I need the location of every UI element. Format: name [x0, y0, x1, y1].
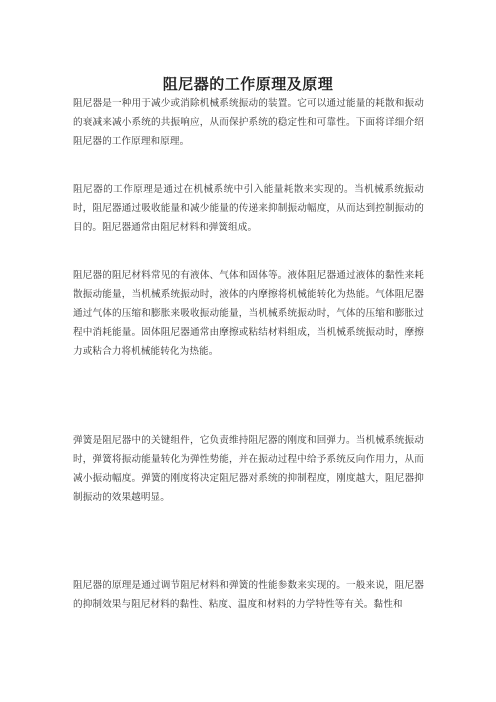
- paragraph-spring: 弹簧是阻尼器中的关键组件，它负责维持阻尼器的刚度和回弹力。当机械系统振动时，弹簧将振动能量转化为弹性势能，并在振动过程中给予系统反向作用力，从而减小振动幅度。弹簧的刚度将决定阻尼器对系统的抑制程度，刚度越大，阻尼器抑制振动的效果越明显。: [73, 435, 424, 503]
- paragraph-damping-materials: 阻尼器的阻尼材料常见的有液体、气体和固体等。液体阻尼器通过液体的黏性来耗散振动能量，当机械系统振动时，液体的内摩擦将机械能转化为热能。气体阻尼器通过气体的压缩和膨胀来吸收振动能量，当机械系统振动时，气体的压缩和膨胀过程中消耗能量。固体阻尼器通常由摩擦或粘结材料组成，当机械系统振动时，摩擦力或粘合力将机械能转化为热能。: [73, 270, 424, 357]
- document-title: 阻尼器的工作原理及原理: [162, 75, 334, 94]
- paragraph-working-principle: 阻尼器的工作原理是通过在机械系统中引入能量耗散来实现的。当机械系统振动时，阻尼器通过吸收能量和减少能量的传递来抑制振动幅度，从而达到控制振动的目的。阻尼器通常由阻尼材料和弹簧组成。: [73, 184, 424, 233]
- paragraph-intro: 阻尼器是一种用于减少或消除机械系统振动的装置。它可以通过能量的耗散和振动的衰减来减小系统的共振响应，从而保护系统的稳定性和可靠性。下面将详细介绍阻尼器的工作原理和原理。: [73, 98, 424, 147]
- paragraph-principle: 阻尼器的原理是通过调节阻尼材料和弹簧的性能参数来实现的。一般来说，阻尼器的抑制效果与阻尼材料的黏性、粘度、温度和材料的力学特性等有关。黏性和: [73, 580, 424, 610]
